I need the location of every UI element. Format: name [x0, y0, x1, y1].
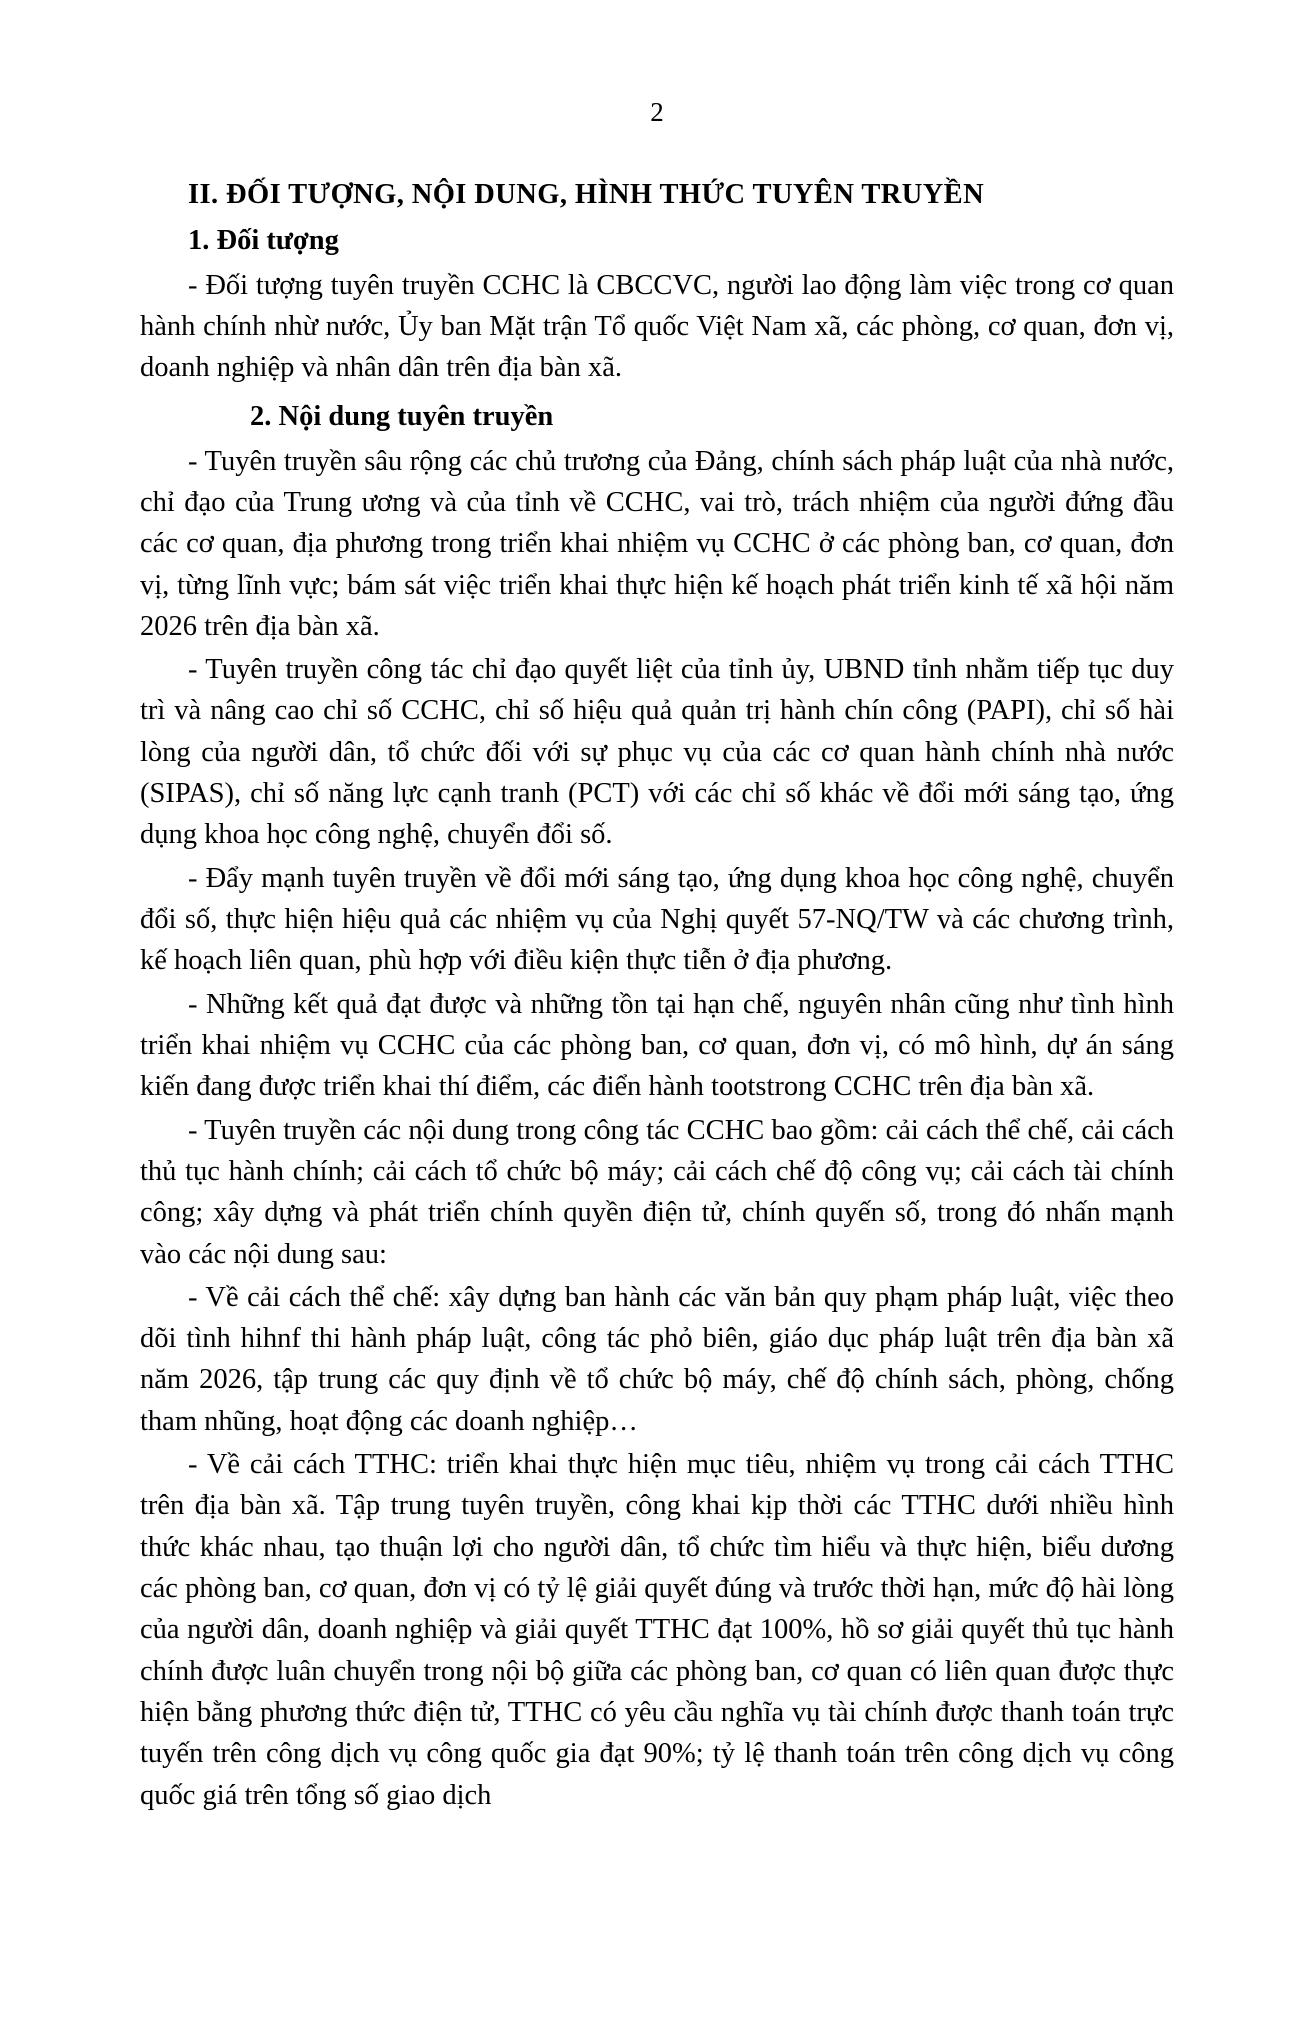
paragraph-noi-dung-2: - Tuyên truyền công tác chỉ đạo quyết liệt của tỉnh ủy, UBND tỉnh nhằm tiếp tục duy trì và nâng cao chỉ số CCHC, chỉ số hiệu quả quản trị hành chín công (PAPI), chỉ số hài lòng của người dân, tổ chức đối với sự phục vụ của các cơ quan hành chính nhà nước (SIPAS), chỉ số năng lực cạnh tranh (PCT) với các chỉ số khác về đổi mới sáng tạo, ứng dụng khoa học công nghệ, chuyển đổi số. — [140, 654, 1174, 851]
paragraph-noi-dung-1: - Tuyên truyền sâu rộng các chủ trương của Đảng, chính sách pháp luật của nhà nước, chỉ đạo của Trung ương và của tỉnh về CCHC, vai trò, trách nhiệm của người đứng đầu các cơ quan, địa phương trong triển khai nhiệm vụ CCHC ở các phòng ban, cơ quan, đơn vị, từng lĩnh vực; bám sát việc triển khai thực hiện kế hoạch phát triển kinh tế xã hội năm 2026 trên địa bàn xã. — [140, 445, 1174, 642]
paragraph-noi-dung-5: - Tuyên truyền các nội dung trong công tác CCHC bao gồm: cải cách thể chế, cải cách thủ tục hành chính; cải cách tổ chức bộ máy; cải cách chế độ công vụ; cải cách tài chính công; xây dựng và phát triển chính quyền điện tử, chính quyến số, trong đó nhấn mạnh vào các nội dung sau: — [140, 1114, 1174, 1270]
section-heading-ii: II. ĐỐI TƯỢNG, NỘI DUNG, HÌNH THỨC TUYÊN TRUYỀN — [188, 179, 985, 211]
paragraph-noi-dung-3: - Đẩy mạnh tuyên truyền về đổi mới sáng tạo, ứng dụng khoa học công nghệ, chuyển đổi số, thực hiện hiệu quả các nhiệm vụ của Nghị quyết 57-NQ/TW và các chương trình, kế hoạch liên quan, phù hợp với điều kiện thực tiễn ở địa phương. — [140, 862, 1174, 977]
paragraph-doi-tuong: - Đối tượng tuyên truyền CCHC là CBCCVC, người lao động làm việc trong cơ quan hành chính nhừ nước, Ủy ban Mặt trận Tổ quốc Việt Nam xã, các phòng, cơ quan, đơn vị, doanh nghiệp và nhân dân trên địa bàn xã. — [140, 269, 1174, 384]
paragraph-cai-cach-the-che: - Về cải cách thể chế: xây dựng ban hành các văn bản quy phạm pháp luật, việc theo dõi tình hihnf thi hành pháp luật, công tác phỏ biên, giáo dục pháp luật trên địa bàn xã năm 2026, tập trung các quy định về tổ chức bộ máy, chế độ chính sách, phòng, chống tham nhũng, hoạt động các doanh nghiệp… — [140, 1281, 1174, 1437]
paragraph-noi-dung-4: - Những kết quả đạt được và những tồn tại hạn chế, nguyên nhân cũng như tình hình triển khai nhiệm vụ CCHC của các phòng ban, cơ quan, đơn vị, có mô hình, dự án sáng kiến đang được triển khai thí điểm, các điển hành tootstrong CCHC trên địa bàn xã. — [140, 988, 1174, 1103]
subsection-heading-2: 2. Nội dung tuyên truyền — [250, 400, 554, 432]
paragraph-cai-cach-tthc: - Về cải cách TTHC: triển khai thực hiện mục tiêu, nhiệm vụ trong cải cách TTHC trên địa bàn xã. Tập trung tuyên truyền, công khai kịp thời các TTHC dưới nhiều hình thức khác nhau, tạo thuận lợi cho người dân, tổ chức tìm hiểu và thực hiện, biểu dương các phòng ban, cơ quan, đơn vị có tỷ lệ giải quyết đúng và trước thời hạn, mức độ hài lòng của người dân, doanh nghiệp và giải quyết TTHC đạt 100%, hồ sơ giải quyết thủ tục hành chính được luân chuyển trong nội bộ giữa các phòng ban, cơ quan có liên quan được thực hiện bằng phương thức điện tử, TTHC có yêu cầu nghĩa vụ tài chính được thanh toán trực tuyến trên công dịch vụ công quốc gia đạt 90%; tỷ lệ thanh toán trên công dịch vụ công quốc giá trên tổng số giao dịch — [140, 1449, 1174, 1811]
subsection-heading-1: 1. Đối tượng — [188, 224, 339, 256]
page-number: 2 — [650, 97, 664, 127]
